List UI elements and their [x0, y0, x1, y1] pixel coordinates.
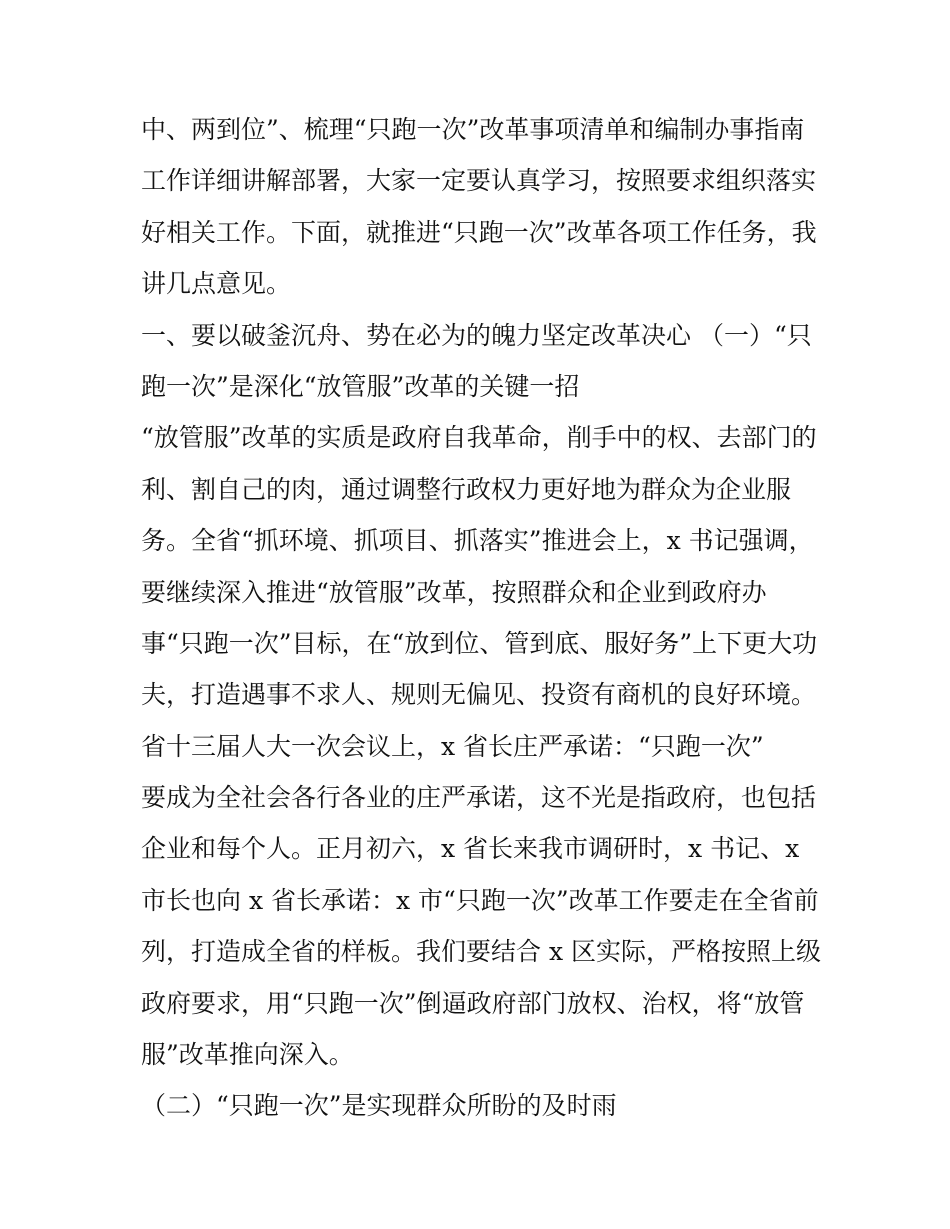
text-line: 中、两到位”、梳理“只跑一次”改革事项清单和编制办事指南: [141, 115, 805, 144]
text-line: 好相关工作。下面，就推进“只跑一次”改革各项工作任务，我: [141, 217, 817, 247]
text-line: “放管服”改革的实质是政府自我革命，削手中的权、去部门的: [141, 423, 817, 453]
text-line: 列，打造成全省的样板。我们要结合 x 区实际，严格按照上级: [141, 937, 821, 967]
text-line: 服”改革推向深入。: [141, 1040, 354, 1070]
text-line: 省十三届人大一次会议上，x 省长庄严承诺：“只跑一次”: [141, 731, 764, 761]
text-line: 工作详细讲解部署，大家一定要认真学习，按照要求组织落实: [141, 166, 817, 196]
subsection-heading-line: （二）“只跑一次”是实现群众所盼的及时雨: [141, 1091, 617, 1121]
text-line: 要成为全社会各行各业的庄严承诺，这不光是指政府，也包括: [141, 783, 817, 813]
text-line: 市长也向 x 省长承诺：x 市“只跑一次”改革工作要走在全省前: [141, 885, 819, 915]
section-heading-line: 一、要以破釜沉舟、势在必为的魄力坚定改革决心 （一）“只: [141, 320, 812, 350]
text-line: 要继续深入推进“放管服”改革，按照群众和企业到政府办: [141, 577, 767, 607]
text-line: 事“只跑一次”目标，在“放到位、管到底、服好务”上下更大功: [141, 628, 818, 658]
text-line: 企业和每个人。正月初六，x 省长来我市调研时，x 书记、x: [141, 834, 800, 864]
section-heading-line: 跑一次”是深化“放管服”改革的关键一招: [141, 371, 580, 401]
text-line: 利、割自己的肉，通过调整行政权力更好地为群众为企业服: [141, 474, 792, 504]
text-line: 政府要求，用“只跑一次”倒逼政府部门放权、治权，将“放管: [141, 988, 805, 1018]
text-line: 务。全省“抓环境、抓项目、抓落实”推进会上，x 书记强调，: [141, 526, 814, 556]
text-line: 夫，打造遇事不求人、规则无偏见、投资有商机的良好环境。: [141, 680, 817, 710]
text-line: 讲几点意见。: [141, 269, 292, 299]
document-body: [141, 104, 821, 1132]
